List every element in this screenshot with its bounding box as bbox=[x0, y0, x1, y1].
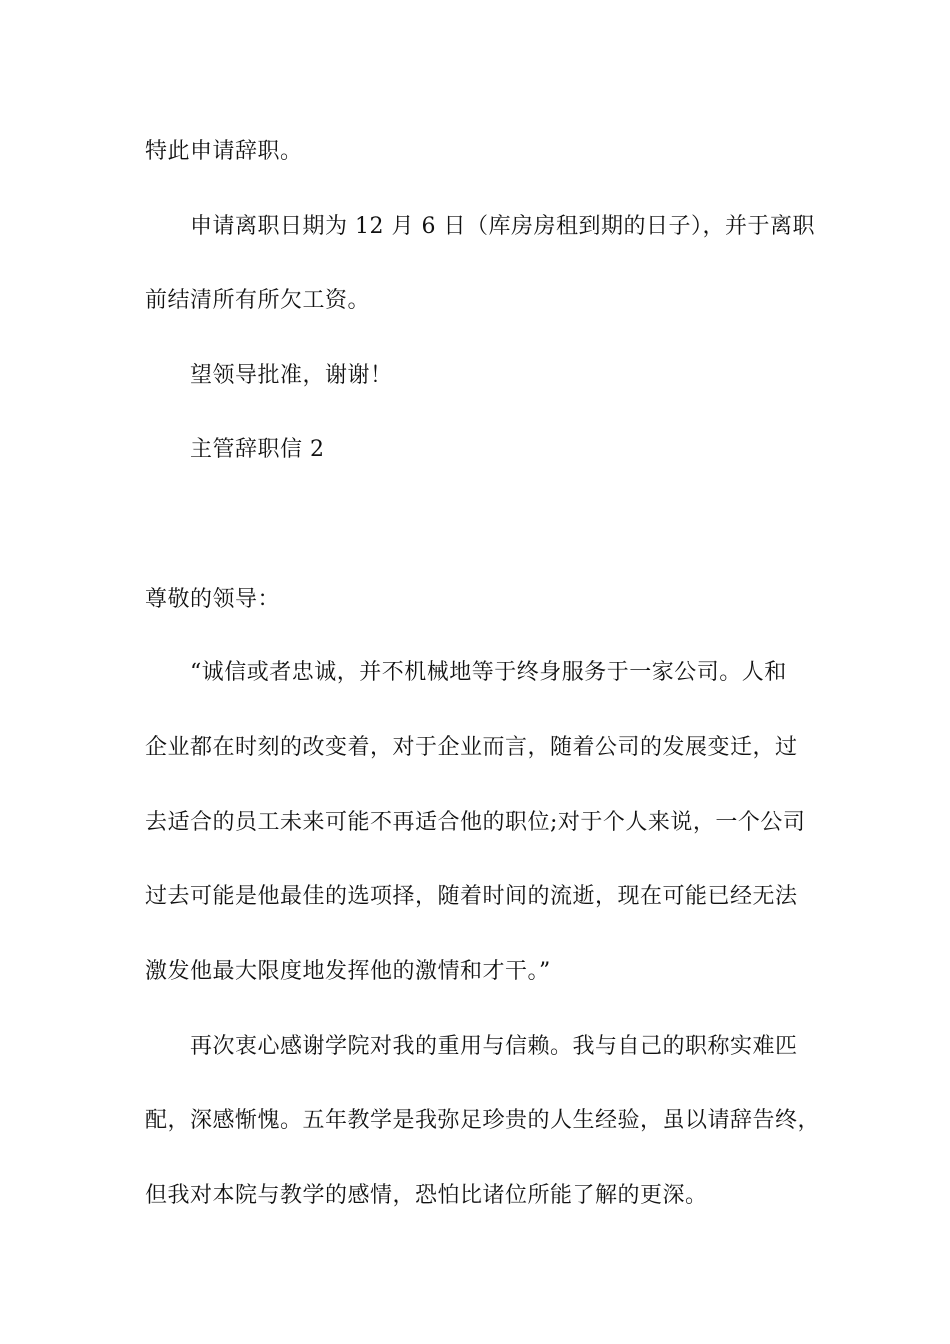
text-line: 但我对本院与教学的感情，恐怕比诸位所能了解的更深。 bbox=[145, 1183, 708, 1208]
text-line: 特此申请辞职。 bbox=[145, 139, 303, 164]
salutation: 尊敬的领导： bbox=[145, 587, 281, 612]
text-line: 过去可能是他最佳的选项择，随着时间的流逝，现在可能已经无法 bbox=[145, 884, 798, 909]
text-line: “诚信或者忠诚，并不机械地等于终身服务于一家公司。人和 bbox=[190, 660, 787, 685]
section-heading: 主管辞职信 2 bbox=[190, 437, 325, 462]
text-line: 申请离职日期为 12 月 6 日（库房房租到期的日子），并于离职 bbox=[190, 214, 815, 239]
text-line: 激发他最大限度地发挥他的激情和才干。” bbox=[145, 959, 551, 984]
text-line: 再次衷心感谢学院对我的重用与信赖。我与自己的职称实难匹 bbox=[190, 1034, 798, 1059]
text-line: 望领导批准，谢谢！ bbox=[190, 363, 393, 388]
text-line: 配，深感惭愧。五年教学是我弥足珍贵的人生经验，虽以请辞告终， bbox=[145, 1108, 821, 1133]
text-line: 去适合的员工未来可能不再适合他的职位;对于个人来说，一个公司 bbox=[145, 810, 806, 835]
text-line: 前结清所有所欠工资。 bbox=[145, 288, 371, 313]
text-line: 企业都在时刻的改变着，对于企业而言，随着公司的发展变迁，过 bbox=[145, 735, 798, 760]
